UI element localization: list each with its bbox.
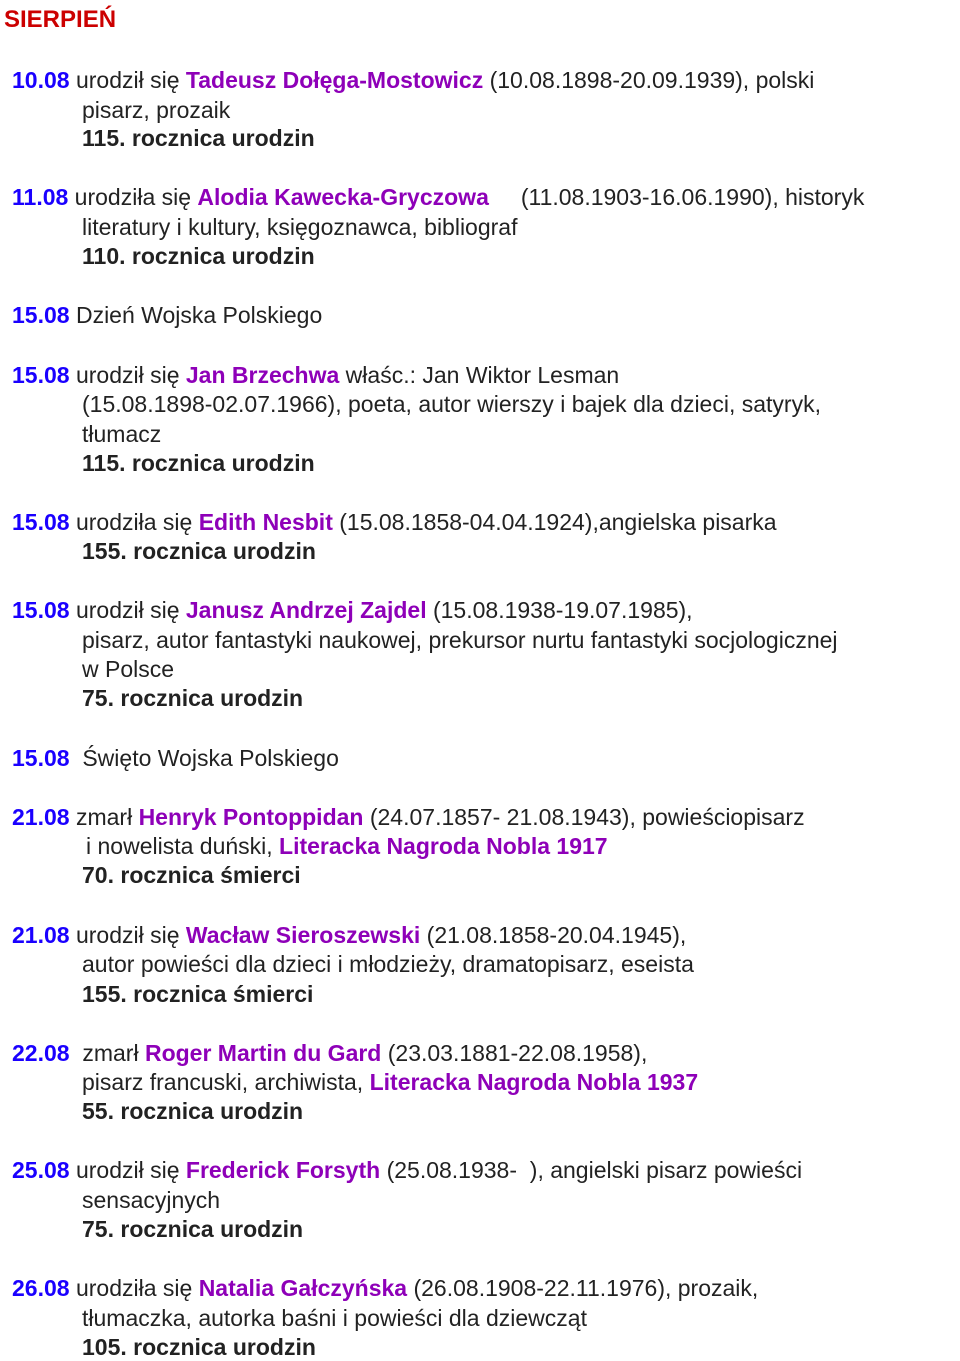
entry-text: urodził się [69,67,186,93]
entry-line [82,861,301,889]
entry-text: 155. rocznica śmierci [82,981,314,1007]
entry-date: 25.08 [12,1157,70,1183]
entry-text: tłumaczka, autorka baśni i powieści dla dziewcząt [82,1305,587,1331]
entry-text: pisarz, prozaik [82,97,231,123]
entry-highlight: Wacław Sieroszewski [185,922,421,948]
entry-text: 75. rocznica urodzin [82,685,304,711]
entry-text: (24.07.1857- 21.08.1943), powieściopisarz [363,804,805,830]
entry-line [12,803,805,831]
entry-date: 22.08 [12,1040,70,1066]
entry-date: 26.08 [12,1275,70,1301]
entry-line [82,626,838,654]
entry-text: 75. rocznica urodzin [82,1216,304,1242]
entry-highlight: Edith Nesbit [198,509,333,535]
entry-date: 15.08 [12,302,70,328]
entry-text: (23.03.1881-22.08.1958), [381,1040,648,1066]
entry-text: zmarł [69,804,139,830]
entry-text: pisarz francuski, archiwista, [82,1069,370,1095]
entry-line [82,420,161,448]
entry-highlight: Literacka Nagroda Nobla 1917 [279,833,608,859]
entry-line [82,242,315,270]
entry-text: 55. rocznica urodzin [82,1098,304,1124]
entry-line [12,744,339,772]
entry-text: urodziła się [69,509,199,535]
entry-text: Dzień Wojska Polskiego [69,302,323,328]
entry-text: 155. rocznica urodzin [82,538,316,564]
entry-highlight: Tadeusz Dołęga-Mostowicz [185,67,484,93]
entry-date: 15.08 [12,362,70,388]
entry-text: urodził się [69,1157,186,1183]
entry-line [82,537,316,565]
entry-line [82,1333,316,1361]
entry-highlight: Janusz Andrzej Zajdel [185,597,427,623]
entry-line [82,390,821,418]
entry-line [12,361,619,389]
entry-text: (10.08.1898-20.09.1939), polski [483,67,815,93]
entry-text: urodził się [69,362,186,388]
entry-text: (26.08.1908-22.11.1976), prozaik, [407,1275,759,1301]
entry-line [82,1186,220,1214]
entry-text: właśc.: Jan Wiktor Lesman [339,362,620,388]
entry-line [12,1039,647,1067]
entry-text: (15.08.1898-02.07.1966), poeta, autor wierszy i bajek dla dzieci, satyryk, [82,391,821,417]
entry-text: (11.08.1903-16.06.1990), historyk [488,184,865,210]
entry-text: sensacyjnych [82,1187,221,1213]
entry-date: 15.08 [12,597,70,623]
entry-line [12,596,693,624]
entry-text: literatury i kultury, księgoznawca, bibliograf [82,214,518,240]
entry-text: (25.08.1938- ), angielski pisarz powieści [380,1157,803,1183]
entry-text: 115. rocznica urodzin [82,125,315,151]
entry-date: 10.08 [12,67,70,93]
entry-date: 21.08 [12,922,70,948]
entry-text: (15.08.1938-19.07.1985), [426,597,693,623]
entry-line [12,66,814,94]
entry-line [86,832,608,860]
entry-text: urodził się [69,597,186,623]
entry-text: (21.08.1858-20.04.1945), [420,922,687,948]
entry-text: 115. rocznica urodzin [82,450,315,476]
entry-highlight: Alodia Kawecka-Gryczowa [197,184,489,210]
entry-text: 110. rocznica urodzin [82,243,315,269]
entry-line [12,921,686,949]
entry-line [82,1068,698,1096]
entry-text: autor powieści dla dzieci i młodzieży, dramatopisarz, eseista [82,951,694,977]
entry-line [12,508,777,536]
entry-line [12,301,322,329]
entry-line [82,950,694,978]
entry-line [82,1304,587,1332]
entry-date: 15.08 [12,509,70,535]
entry-line [12,1274,758,1302]
entry-text: tłumacz [82,421,162,447]
entry-line [82,449,315,477]
entry-line [82,980,313,1008]
entry-line [12,1156,802,1184]
entry-line [82,655,174,683]
entry-text: urodziła się [69,1275,199,1301]
entry-text: pisarz, autor fantastyki naukowej, prekursor nurtu fantastyki socjologicznej [82,627,838,653]
entry-text: i nowelista duński, [86,833,280,859]
entry-text: 70. rocznica śmierci [82,862,301,888]
entry-line [82,124,315,152]
entry-text: urodziła się [68,184,198,210]
entry-text: (15.08.1858-04.04.1924),angielska pisarka [332,509,777,535]
entry-highlight: Frederick Forsyth [185,1157,381,1183]
entry-line [82,213,517,241]
entry-date: 11.08 [12,184,69,210]
entry-line [12,183,864,211]
entry-line [82,684,303,712]
entry-highlight: Natalia Gałczyńska [198,1275,408,1301]
entry-date: 15.08 [12,745,70,771]
entry-highlight: Literacka Nagroda Nobla 1937 [369,1069,699,1095]
entry-text: w Polsce [82,656,175,682]
entry-line [82,96,230,124]
entry-highlight: Roger Martin du Gard [144,1040,382,1066]
entry-text: 105. rocznica urodzin [82,1334,316,1360]
entry-text: zmarł [69,1040,145,1066]
entry-highlight: Henryk Pontoppidan [138,804,364,830]
entry-date: 21.08 [12,804,70,830]
month-title: SIERPIEŃ [4,6,117,33]
entry-line [82,1097,303,1125]
entry-line [82,1215,303,1243]
entry-text: urodził się [69,922,186,948]
entry-text: Święto Wojska Polskiego [69,745,339,771]
entry-highlight: Jan Brzechwa [185,362,340,388]
